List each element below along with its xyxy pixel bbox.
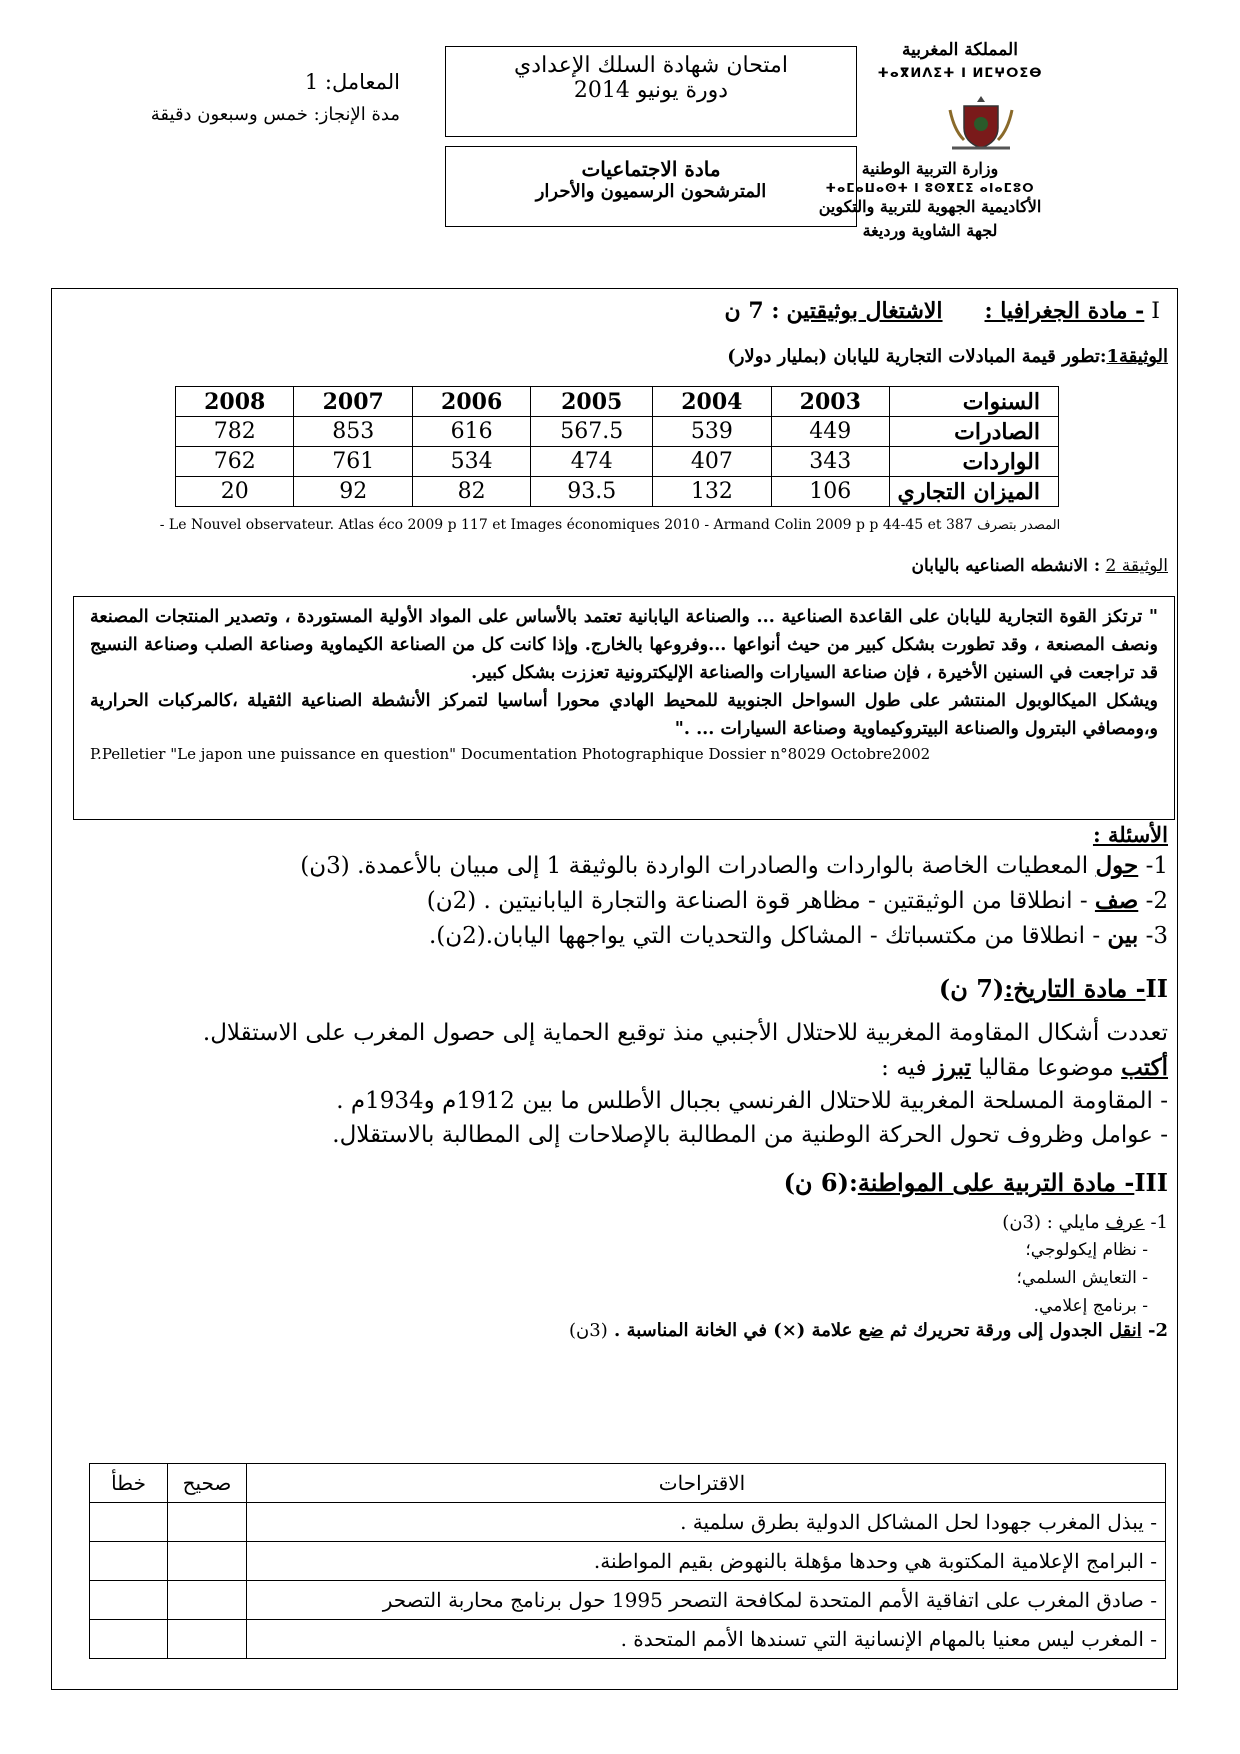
table-row (90, 1620, 1166, 1659)
proposals-table (89, 1463, 1166, 1659)
doc2-label: الوثيقة 2 (1105, 556, 1168, 576)
kingdom-label: المملكة المغربية (902, 40, 1018, 60)
q-num: 1- (1145, 853, 1168, 879)
table-cell: 539 (653, 417, 771, 447)
doc1-title: :تطور قيمة المبادلات التجارية لليابان (بمليار دولار) (727, 346, 1107, 367)
questions-heading: الأسئلة : (1092, 822, 1168, 847)
table-cell: 853 (294, 417, 412, 447)
q-num: 3- (1145, 923, 1168, 949)
col-proposals: الاقتراحات (247, 1464, 1166, 1503)
civ-q2-b: الجدول إلى ورقة تحريرك ثم (889, 1320, 1103, 1341)
geo-points: : 7 ن (724, 298, 780, 324)
civ-q2-d: علامة (×) في الخانة المناسبة . (614, 1320, 853, 1341)
civ-q1-num: 1- (1150, 1212, 1168, 1233)
civ-q2-num: 2- (1147, 1320, 1168, 1341)
table-row (176, 447, 1059, 477)
civics-heading (600, 1168, 1168, 1197)
geo-num: I (1151, 299, 1160, 324)
source-text: - Le Nouvel observateur. Atlas éco 2009 p 117 et Images économiques 2010 - Armand Colin 2009 p p 44-45 et 387 (159, 517, 973, 533)
table-cell: 761 (294, 447, 412, 477)
history-point-2: - عوامل وظروف تحول الحركة الوطنية من المطالبة بالإصلاحات إلى المطالبة بالاستقلال. (332, 1122, 1168, 1148)
q-verb: صف (1094, 887, 1139, 914)
row-label: الميزان التجاري (890, 477, 1059, 507)
source-label: المصدر بتصرف (977, 518, 1061, 533)
q-verb: حول (1095, 852, 1139, 879)
civics-q2 (500, 1320, 1168, 1341)
table-cell: 534 (412, 447, 530, 477)
geo-topic: الاشتغال بوثيقتين (786, 298, 943, 324)
doc2-title: : الانشطه الصناعيه باليابان (911, 556, 1101, 576)
candidates-label: المترشحون الرسميون والأحرار (535, 181, 767, 202)
q-text: المعطيات الخاصة بالواردات والصادرات الواردة بالوثيقة 1 إلى مبيان بالأعمدة. (3ن) (300, 853, 1089, 879)
hist-verb2: تبرز (933, 1054, 971, 1081)
true-cell[interactable] (168, 1503, 247, 1542)
hist-points: (7 ن) (938, 974, 1005, 1003)
doc1-heading (500, 346, 1168, 367)
table-cell: 782 (176, 417, 294, 447)
year-cell: 2004 (653, 387, 771, 417)
q-num: 2- (1145, 888, 1168, 914)
table-row (90, 1581, 1166, 1620)
row-label: الواردات (890, 447, 1059, 477)
subject-box (445, 146, 857, 227)
row-label: الصادرات (890, 417, 1059, 447)
coat-of-arms-icon (942, 92, 1020, 154)
false-cell[interactable] (90, 1620, 168, 1659)
table-row (176, 477, 1059, 507)
ministry-label: وزارة التربية الوطنية (861, 159, 999, 178)
hist-end: فيه : (881, 1055, 927, 1081)
false-cell[interactable] (90, 1503, 168, 1542)
duration: مدة الإنجاز: خمس وسبعون دقيقة (150, 104, 400, 125)
doc2-paragraph-2: ويشكل الميكالوبول المنتشر على طول السواحل الجنوبية للمحيط الهادي محورا أساسيا لتمركز الأنشطة الصناعية الثقيلة ،كالمركبات الحرارية و،ومصافي البترول والصناعة البيتروكيماوية وصناعة السيارات ... ." (90, 691, 1158, 739)
q-text: - انطلاقا من الوثيقتين - مظاهر قوة الصناعة والتجارة اليابانيتين . (2ن) (426, 888, 1088, 914)
table-cell: 132 (653, 477, 771, 507)
table-row (90, 1542, 1166, 1581)
proposal-cell: - صادق المغرب على اتفاقية الأمم المتحدة لمكافحة التصحر 1995 حول برنامج محاربة التصحر (247, 1581, 1166, 1620)
true-cell[interactable] (168, 1542, 247, 1581)
proposal-cell: - يبذل المغرب جهودا لحل المشاكل الدولية بطرق سلمية . (247, 1503, 1166, 1542)
hist-verb: أكتب (1121, 1054, 1168, 1081)
table-cell: 82 (412, 477, 530, 507)
hist-num: II (1145, 974, 1168, 1003)
civ-q2-points: (3ن) (569, 1320, 608, 1341)
civ-num: III (1134, 1168, 1168, 1197)
table-row (90, 1503, 1166, 1542)
table-cell: 762 (176, 447, 294, 477)
civ-q2-c: ضع (858, 1320, 884, 1341)
trade-table (175, 386, 1059, 507)
table-header-label: السنوات (890, 387, 1059, 417)
civics-term-1: - نظام إيكولوجي؛ (1025, 1240, 1148, 1260)
year-cell: 2006 (412, 387, 530, 417)
false-cell[interactable] (90, 1542, 168, 1581)
doc1-label: الوثيقة1 (1106, 346, 1168, 367)
civics-term-3: - برنامج إعلامي. (1033, 1296, 1148, 1316)
question-3 (300, 922, 1168, 949)
history-instruction (500, 1054, 1168, 1081)
coefficient: المعامل: 1 (304, 70, 400, 94)
exam-session: دورة يونيو 2014 (573, 78, 729, 103)
true-cell[interactable] (168, 1620, 247, 1659)
geo-subject: - مادة الجغرافيا : (984, 298, 1145, 324)
civics-q1 (800, 1212, 1168, 1233)
table-row (90, 1464, 1166, 1503)
table-cell: 449 (771, 417, 889, 447)
doc2-heading (500, 556, 1168, 576)
history-intro: تعددت أشكال المقاومة المغربية للاحتلال الأجنبي منذ توقيع الحماية إلى حصول المغرب على الاستقلال. (202, 1020, 1168, 1046)
col-false: خطأ (90, 1464, 168, 1503)
civics-term-2: - التعايش السلمي؛ (1016, 1268, 1148, 1288)
table-row (176, 387, 1059, 417)
doc2-text-box (73, 596, 1175, 820)
exam-title-box (445, 46, 857, 137)
exam-title: امتحان شهادة السلك الإعدادي (514, 53, 788, 78)
question-2 (300, 887, 1168, 914)
doc2-paragraph-1: " ترتكز القوة التجارية لليابان على القاعدة الصناعية ... والصناعة اليابانية تعتمد بالأساس على المواد الأولية المستوردة ، وتصدير المنتجات المصنعة ونصف المصنعة ، وقد تطورت بشكل كبير من حيث أنواعها ...وفروعها بالخارج. وإذا كانت كل من الصناعة الكيماوية وصناعة الصلب وصناعة النسيج قد تراجعت في السنين الأخيرة ، فإن صناعة السيارات والصناعة الإليكترونية تعززت بشكل كبير. (90, 607, 1158, 683)
civ-q1-text: مايلي : (3ن) (1002, 1212, 1100, 1233)
table-cell: 567.5 (531, 417, 653, 447)
year-cell: 2003 (771, 387, 889, 417)
civ-points: :(6 ن) (783, 1168, 858, 1197)
kingdom-tifinagh: ⵜⴰⴳⵍⴷⵉⵜ ⵏ ⵍⵎⵖⵔⵉⴱ (877, 66, 1043, 81)
doc2-reference: P.Pelletier "Le japon une puissance en question" Documentation Photographique Dossier n°8029 Octobre2002 (90, 745, 931, 763)
hist-subject: - مادة التاريخ: (1004, 974, 1146, 1003)
table-cell: 20 (176, 477, 294, 507)
proposal-cell: - البرامج الإعلامية المكتوبة هي وحدها مؤهلة بالنهوض بقيم المواطنة. (247, 1542, 1166, 1581)
civ-q1-verb: عرف (1105, 1212, 1145, 1233)
civ-q2-a: انقل (1108, 1320, 1142, 1341)
proposal-cell: - المغرب ليس معنيا بالمهام الإنسانية التي تسندها الأمم المتحدة . (247, 1620, 1166, 1659)
false-cell[interactable] (90, 1581, 168, 1620)
col-true: صحيح (168, 1464, 247, 1503)
history-point-1: - المقاومة المسلحة المغربية للاحتلال الفرنسي بجبال الأطلس ما بين 1912م و1934م . (336, 1088, 1168, 1114)
table-cell: 92 (294, 477, 412, 507)
geography-heading (500, 298, 1160, 324)
table-cell: 474 (531, 447, 653, 477)
table-cell: 407 (653, 447, 771, 477)
table-row (176, 417, 1059, 447)
q-verb: بين (1107, 922, 1139, 949)
question-1 (300, 852, 1168, 879)
source-line (100, 517, 1120, 533)
year-cell: 2007 (294, 387, 412, 417)
academy-label: الأكاديمية الجهوية للتربية والتكوين (818, 197, 1042, 216)
year-cell: 2005 (531, 387, 653, 417)
ministry-tifinagh: ⵜⴰⵎⴰⵡⴰⵙⵜ ⵏ ⵓⵙⴳⵎⵉ ⴰⵏⴰⵎⵓⵔ (825, 181, 1035, 195)
region-label: لجهة الشاوية ورديغة (862, 221, 998, 240)
q-text: - انطلاقا من مكتسباتك - المشاكل والتحديات التي يواجهها اليابان.(2ن). (428, 923, 1101, 949)
true-cell[interactable] (168, 1581, 247, 1620)
civ-subject: - مادة التربية على المواطنة (857, 1168, 1135, 1197)
history-heading (700, 974, 1168, 1003)
table-cell: 106 (771, 477, 889, 507)
hist-mid: موضوعا مقاليا (978, 1055, 1114, 1081)
table-cell: 343 (771, 447, 889, 477)
subject-title: مادة الاجتماعيات (581, 157, 721, 181)
table-cell: 93.5 (531, 477, 653, 507)
year-cell: 2008 (176, 387, 294, 417)
table-cell: 616 (412, 417, 530, 447)
